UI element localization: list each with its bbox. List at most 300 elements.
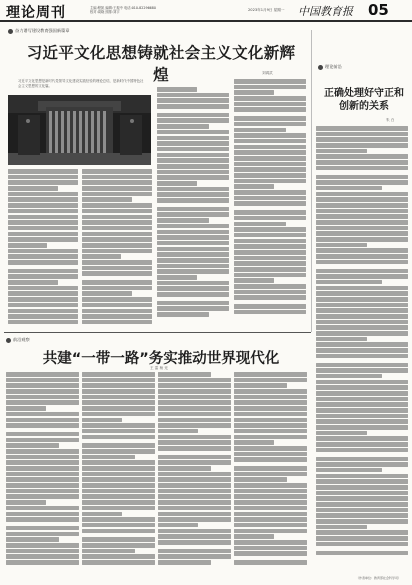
text-line [82, 549, 135, 554]
text-line [82, 197, 132, 202]
text-line [316, 291, 408, 296]
text-line [158, 418, 231, 423]
text-line [234, 233, 306, 238]
text-line [157, 170, 229, 175]
feature-photo [8, 95, 151, 165]
text-line [157, 269, 229, 274]
text-line [316, 220, 408, 225]
text-line [316, 280, 382, 285]
text-line [234, 267, 306, 272]
second-tag [6, 337, 30, 343]
text-line [82, 297, 152, 302]
text-line [234, 523, 307, 528]
text-line [157, 98, 229, 103]
text-line [6, 494, 79, 499]
text-line [157, 292, 229, 297]
text-line [82, 429, 155, 434]
text-line [234, 517, 307, 522]
text-line [316, 542, 408, 547]
text-line [82, 395, 155, 400]
text-line [158, 500, 231, 505]
text-line [8, 280, 58, 285]
text-line [158, 400, 231, 405]
text-line [8, 232, 78, 237]
text-line [82, 303, 152, 308]
text-line [157, 141, 229, 146]
text-line [234, 162, 306, 167]
text-line [234, 102, 306, 107]
text-line [6, 537, 59, 542]
text-line [234, 216, 306, 221]
text-line [8, 254, 78, 259]
text-line [157, 207, 229, 212]
text-line [316, 269, 408, 274]
text-line [316, 274, 408, 279]
text-line [234, 79, 306, 84]
text-line [8, 320, 78, 325]
text-line [234, 406, 307, 411]
text-line [158, 549, 231, 554]
feature-tag [8, 28, 69, 34]
text-line [82, 435, 155, 440]
text-line [6, 432, 79, 437]
feature-headline[interactable]: 习近平文化思想铸就社会主义文化新辉煌 [26, 44, 296, 84]
text-line [8, 297, 78, 302]
text-line [316, 448, 408, 453]
text-line [157, 118, 229, 123]
text-line [316, 491, 408, 496]
section-divider [4, 332, 311, 333]
text-line [8, 203, 78, 208]
text-line [82, 169, 152, 174]
text-line [157, 264, 229, 269]
text-line [82, 512, 122, 517]
text-line [234, 494, 307, 499]
text-line [6, 554, 79, 559]
text-line [316, 363, 408, 368]
text-line [316, 391, 408, 396]
newspaper-name: 中国教育报 [298, 5, 353, 18]
text-line [316, 308, 408, 313]
text-line [316, 209, 408, 214]
text-line [157, 224, 229, 229]
text-line [157, 187, 229, 192]
text-line [316, 325, 408, 330]
text-line [234, 179, 306, 184]
text-line [158, 378, 231, 383]
text-line [234, 96, 306, 101]
text-line [82, 260, 152, 265]
text-line [234, 477, 287, 482]
text-line [234, 529, 307, 534]
text-line [82, 254, 121, 259]
text-line [6, 389, 79, 394]
text-line [316, 214, 408, 219]
text-line [158, 435, 231, 440]
text-line [234, 256, 306, 261]
text-line [6, 483, 79, 488]
text-line [234, 435, 307, 440]
text-line [82, 372, 155, 377]
side-tag [318, 64, 342, 70]
text-line [158, 455, 231, 460]
text-line [82, 472, 155, 477]
text-line [234, 156, 306, 161]
text-line [157, 275, 197, 280]
text-line [82, 400, 155, 405]
text-line [82, 215, 152, 220]
text-line [234, 90, 274, 95]
text-line [82, 389, 155, 394]
text-line [316, 397, 408, 402]
text-line [6, 455, 79, 460]
text-line [82, 237, 152, 242]
second-col-3 [158, 372, 231, 577]
text-line [82, 460, 155, 465]
text-line [316, 462, 408, 467]
text-line [316, 286, 408, 291]
text-line [82, 209, 152, 214]
text-line [6, 472, 79, 477]
text-line [6, 400, 79, 405]
second-headline[interactable]: 共建“一带一路”务实推动世界现代化 [42, 351, 280, 367]
text-line [234, 452, 307, 457]
text-line [82, 500, 155, 505]
text-line [8, 197, 78, 202]
text-line [316, 160, 408, 165]
text-line [234, 210, 306, 215]
text-line [316, 314, 408, 319]
text-line [158, 423, 231, 428]
text-line [234, 85, 306, 90]
text-line [157, 113, 229, 118]
text-line [157, 281, 229, 286]
text-line [316, 320, 408, 325]
text-line [234, 184, 274, 189]
text-line [82, 314, 152, 319]
text-line [82, 203, 152, 208]
text-line [82, 406, 155, 411]
text-line [8, 249, 78, 254]
text-line [157, 235, 229, 240]
text-line [82, 418, 122, 423]
text-line [234, 278, 274, 283]
text-line [158, 483, 231, 488]
text-line [158, 477, 231, 482]
text-line [158, 517, 231, 522]
text-line [316, 166, 408, 171]
text-line [157, 258, 229, 263]
text-line [8, 209, 78, 214]
text-line [316, 485, 408, 490]
column-divider [311, 30, 312, 332]
text-line [234, 139, 306, 144]
text-line [82, 477, 155, 482]
text-line [82, 192, 152, 197]
text-line [316, 402, 408, 407]
text-line [234, 310, 306, 315]
text-line [234, 378, 307, 383]
text-line [234, 190, 306, 195]
text-line [157, 147, 229, 152]
text-line [8, 291, 78, 296]
text-line [157, 104, 229, 109]
text-line [6, 378, 79, 383]
text-line [234, 395, 307, 400]
text-line [8, 169, 78, 174]
text-line [8, 192, 78, 197]
text-line [6, 395, 79, 400]
text-line [157, 158, 229, 163]
text-line [82, 383, 155, 388]
text-line [234, 244, 306, 249]
text-line [157, 306, 229, 311]
text-line [82, 529, 155, 534]
text-line [234, 372, 307, 377]
text-line [6, 443, 59, 448]
side-byline: 朱 白 [386, 118, 395, 122]
text-line [6, 560, 79, 565]
text-line [157, 286, 229, 291]
text-line [158, 406, 231, 411]
text-line [316, 530, 408, 535]
text-line [6, 438, 79, 443]
text-line [82, 455, 135, 460]
text-line [6, 383, 79, 388]
text-line [316, 408, 408, 413]
text-line [234, 512, 307, 517]
text-line [234, 128, 286, 133]
text-line [316, 137, 408, 142]
text-line [8, 309, 78, 314]
text-line [158, 534, 231, 539]
text-line [316, 385, 408, 390]
text-line [234, 201, 306, 206]
text-line [8, 186, 58, 191]
footer-note: （作者单位：教育部社会科学司） [356, 576, 402, 580]
text-line [316, 203, 408, 208]
text-line [234, 284, 306, 289]
feature-lead: 习近平文化思想是新时代党领导文化建设实践经验的理论总结，是新时代中国特色社会主义思想的文化篇。 [18, 79, 144, 88]
text-line [157, 124, 209, 129]
text-line [316, 414, 408, 419]
text-line [157, 252, 229, 257]
text-line [234, 429, 307, 434]
text-line [158, 412, 231, 417]
text-line [157, 136, 229, 141]
second-tag-label: 前沿观察 [13, 337, 30, 342]
second-byline: 王 雷 杨 光 [150, 366, 168, 370]
text-line [316, 197, 408, 202]
bullet-icon [318, 65, 323, 70]
text-line [316, 513, 408, 518]
text-line [158, 383, 231, 388]
text-line [234, 534, 274, 539]
text-line [82, 320, 152, 325]
text-line [234, 116, 306, 121]
text-line [157, 164, 229, 169]
second-col-4 [234, 372, 307, 577]
text-line [6, 477, 79, 482]
text-line [234, 304, 306, 309]
text-line [82, 266, 152, 271]
feature-col-1c [82, 169, 152, 329]
text-line [82, 249, 152, 254]
text-line [316, 186, 382, 191]
text-line [234, 222, 286, 227]
text-line [316, 431, 367, 436]
text-line [157, 93, 229, 98]
text-line [6, 517, 79, 522]
text-line [316, 226, 408, 231]
feature-col-3 [234, 79, 306, 329]
text-line [8, 274, 78, 279]
text-line [234, 418, 307, 423]
text-line [82, 466, 155, 471]
text-line [82, 517, 155, 522]
text-line [158, 429, 198, 434]
text-line [316, 419, 408, 424]
feature-byline: 刘鸿武 [262, 71, 273, 75]
text-line [157, 192, 229, 197]
text-line [234, 560, 307, 565]
text-line [6, 532, 79, 537]
text-line [8, 226, 78, 231]
text-line [234, 227, 306, 232]
text-line [158, 472, 231, 477]
text-line [316, 132, 408, 137]
text-line [6, 543, 79, 548]
text-line [82, 494, 155, 499]
text-line [234, 540, 307, 545]
text-line [234, 196, 306, 201]
second-col-1 [6, 372, 79, 577]
text-line [234, 389, 307, 394]
text-line [234, 250, 306, 255]
text-line [82, 220, 152, 225]
text-line [316, 342, 408, 347]
text-line [82, 412, 155, 417]
text-line [234, 446, 307, 451]
editor-credits: 主编:程凯 编辑:王振中 电话:010-82296680 校对:周晓 照排:刘宇 [90, 6, 156, 15]
text-line [8, 237, 78, 242]
text-line [6, 549, 79, 554]
text-line [158, 506, 231, 511]
text-line [234, 546, 307, 551]
text-line [158, 494, 231, 499]
text-line [316, 368, 408, 373]
text-line [234, 489, 307, 494]
text-line [234, 466, 307, 471]
text-line [158, 560, 211, 565]
text-line [234, 500, 307, 505]
text-line [6, 406, 46, 411]
text-line [8, 269, 78, 274]
text-line [82, 226, 152, 231]
text-line [6, 449, 79, 454]
text-line [158, 523, 198, 528]
text-line [158, 554, 231, 559]
text-line [82, 506, 155, 511]
text-line [316, 436, 408, 441]
text-line [8, 243, 47, 248]
text-line [6, 423, 79, 428]
text-line [234, 400, 307, 405]
text-line [158, 540, 231, 545]
feature-col-1b [8, 169, 78, 329]
text-line [316, 237, 408, 242]
text-line [316, 536, 408, 541]
text-line [6, 489, 79, 494]
text-line [82, 443, 155, 448]
text-line [157, 87, 197, 92]
text-line [316, 231, 408, 236]
text-line [82, 543, 155, 548]
text-line [234, 167, 306, 172]
text-line [234, 551, 307, 556]
second-col-2 [82, 372, 155, 577]
text-line [157, 181, 197, 186]
text-line [157, 230, 229, 235]
text-line [6, 526, 79, 531]
text-line [316, 374, 382, 379]
masthead [0, 0, 412, 22]
text-line [82, 280, 152, 285]
text-line [8, 220, 78, 225]
text-line [316, 474, 408, 479]
feature-tag-label: 奋力谱写建设教育强国新篇章 [15, 28, 70, 33]
side-body [316, 126, 408, 574]
text-line [82, 560, 155, 565]
text-line [82, 271, 152, 276]
text-line [316, 248, 408, 253]
text-line [234, 506, 307, 511]
text-line [316, 337, 367, 342]
text-line [157, 153, 229, 158]
text-line [316, 551, 408, 556]
text-line [82, 489, 155, 494]
side-headline[interactable]: 正确处理好守正和创新的关系 [324, 88, 404, 112]
text-line [158, 489, 231, 494]
text-line [316, 468, 382, 473]
bullet-icon [8, 29, 13, 34]
text-line [316, 496, 408, 501]
text-line [234, 412, 307, 417]
text-line [316, 297, 408, 302]
text-line [316, 143, 408, 148]
text-line [8, 175, 78, 180]
text-line [157, 175, 229, 180]
text-line [234, 273, 306, 278]
text-line [82, 378, 155, 383]
text-line [234, 383, 287, 388]
text-line [316, 260, 408, 265]
text-line [316, 525, 367, 530]
text-line [316, 243, 367, 248]
bullet-icon [6, 338, 11, 343]
text-line [82, 449, 155, 454]
text-line [6, 418, 79, 423]
text-line [6, 500, 46, 505]
text-line [316, 175, 408, 180]
text-line [316, 354, 408, 359]
text-line [6, 460, 79, 465]
text-line [6, 506, 79, 511]
text-line [6, 512, 79, 517]
text-line [234, 261, 306, 266]
text-line [157, 312, 209, 317]
text-line [234, 457, 307, 462]
